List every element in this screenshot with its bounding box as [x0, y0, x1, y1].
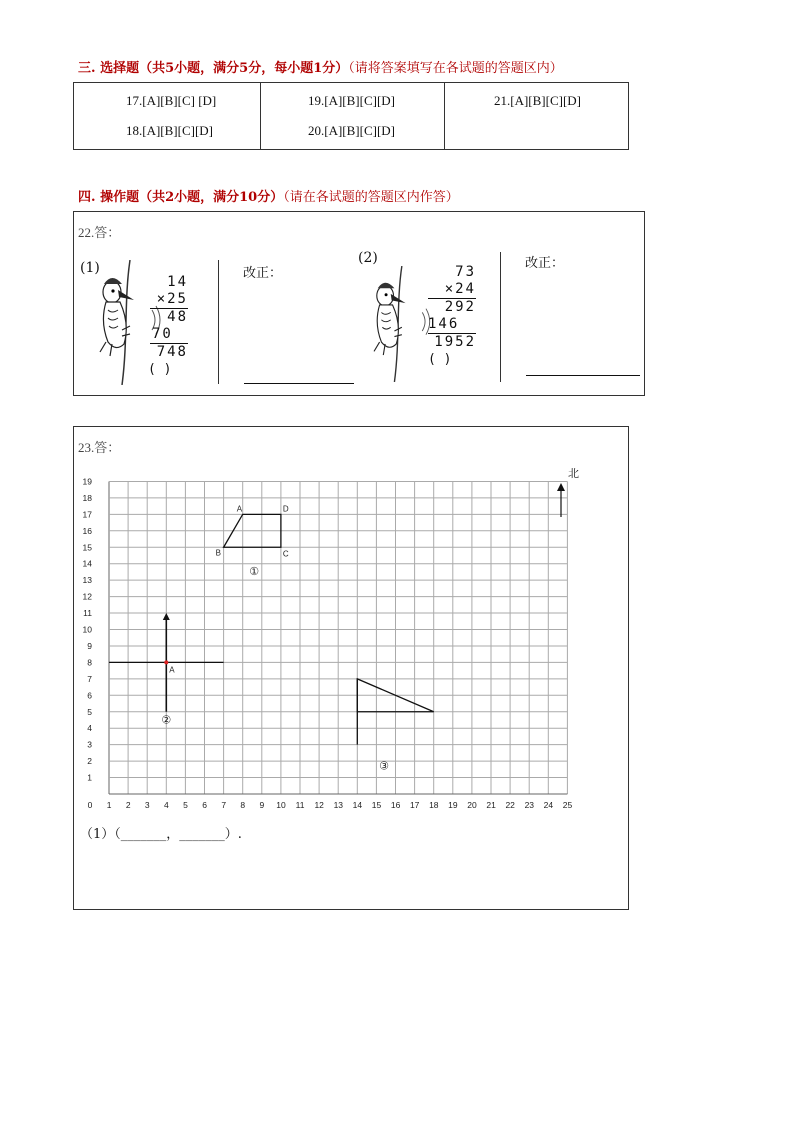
x-tick-label: 25	[562, 800, 573, 810]
y-tick-label: 1	[87, 772, 92, 783]
x-tick-label: 0	[87, 800, 93, 810]
question-23-label: 23.答：	[78, 440, 121, 455]
y-tick-label: 2	[87, 756, 92, 767]
north-label: 北	[568, 467, 579, 480]
calc-row: 73	[455, 264, 476, 280]
section-score: 10	[239, 190, 258, 205]
x-tick-label: 17	[409, 800, 420, 810]
arrow-head-icon	[163, 613, 170, 620]
x-tick-label: 8	[240, 800, 246, 810]
section-note: （请在各试题的答题区内作答）	[283, 190, 459, 205]
x-tick-label: 23	[524, 800, 535, 810]
section-title-text: 小题，满分	[174, 190, 240, 205]
y-tick-label: 15	[82, 542, 92, 553]
x-tick-label: 20	[467, 800, 477, 810]
calc-row: ×24	[428, 281, 476, 299]
question-23-box	[73, 426, 629, 910]
x-tick-label: 9	[259, 800, 265, 810]
section-title-text: 分，每小题	[248, 61, 314, 76]
shape-1-label: ①	[249, 566, 260, 579]
question-22-label: 22.答：	[78, 225, 121, 240]
y-tick-label: 7	[87, 673, 92, 684]
mc-question-20[interactable]: 20.[A][B][C][D]	[308, 123, 396, 138]
question-count: 2	[165, 190, 175, 205]
section-score: 5	[239, 61, 249, 76]
point-a-marker	[164, 660, 168, 664]
judge-paren-2[interactable]: ( )	[428, 352, 452, 367]
section-title-text: 分）	[257, 190, 284, 205]
grid-lines	[109, 481, 567, 794]
mc-column-3	[444, 83, 628, 149]
x-tick-label: 19	[448, 800, 458, 810]
each-score: 1	[313, 61, 323, 76]
x-tick-label: 6	[202, 800, 207, 810]
mc-column-2	[260, 83, 445, 149]
correction-label-1: 改正：	[243, 266, 283, 281]
y-tick-label: 10	[82, 624, 92, 635]
x-tick-label: 1	[106, 800, 112, 810]
calc-row: ×25	[150, 291, 188, 309]
shape-3-label: ③	[379, 760, 389, 773]
correction-line-2[interactable]	[526, 375, 640, 376]
calc-row: 14	[167, 274, 188, 290]
x-tick-label: 7	[221, 800, 227, 810]
y-tick-label: 14	[82, 558, 92, 569]
x-axis-ticks	[88, 800, 573, 810]
y-tick-label: 11	[83, 608, 92, 619]
x-tick-label: 22	[505, 800, 515, 810]
section-title-text: 分）	[322, 61, 349, 76]
vertex-label: D	[282, 504, 289, 514]
coordinate-grid	[74, 427, 628, 827]
point-a-label: A	[169, 665, 175, 675]
section-title-text: 操作题（共	[100, 190, 166, 205]
section-number: 三.	[78, 61, 96, 76]
calc-row: 48	[167, 309, 188, 325]
woodpecker-image-2	[368, 266, 432, 382]
section-title-text: 选择题（共	[100, 61, 166, 76]
calc-1	[150, 274, 188, 361]
calc-row: 146	[428, 316, 476, 334]
question-22-box	[73, 211, 645, 396]
y-tick-label: 16	[82, 525, 92, 536]
y-tick-label: 18	[82, 492, 92, 503]
x-tick-label: 14	[352, 800, 363, 810]
section-note: （请将答案填写在各试题的答题区内）	[348, 61, 563, 76]
mc-question-19[interactable]: 19.[A][B][C][D]	[308, 93, 396, 108]
x-tick-label: 13	[333, 800, 344, 810]
x-tick-label: 2	[125, 800, 131, 810]
y-tick-label: 19	[82, 476, 92, 487]
mc-question-18[interactable]: 18.[A][B][C][D]	[126, 123, 214, 138]
y-tick-label: 6	[87, 690, 92, 701]
y-tick-label: 13	[82, 575, 92, 586]
x-tick-label: 10	[276, 800, 286, 810]
shapes	[109, 504, 434, 772]
x-tick-label: 24	[543, 800, 554, 810]
y-tick-label: 12	[82, 591, 92, 602]
calc-row: 292	[444, 299, 476, 315]
correction-line-1[interactable]	[244, 383, 354, 384]
y-tick-label: 4	[87, 723, 92, 734]
vertex-label: B	[215, 548, 221, 558]
mc-question-17[interactable]: 17.[A][B][C] [D]	[126, 93, 217, 108]
divider	[218, 260, 219, 384]
section-4-title	[78, 186, 459, 205]
y-tick-label: 17	[82, 509, 92, 520]
x-tick-label: 12	[314, 800, 324, 810]
part-1-tag: (1)	[80, 260, 100, 276]
x-tick-label: 15	[371, 800, 382, 810]
divider	[500, 252, 501, 382]
answer-line-1[interactable]: （1）（_______，_______）.	[80, 827, 242, 842]
x-tick-label: 5	[183, 800, 188, 810]
x-tick-label: 16	[390, 800, 401, 810]
x-tick-label: 4	[164, 800, 169, 810]
calc-2	[428, 264, 476, 351]
question-count: 5	[165, 61, 175, 76]
vertex-label: C	[282, 549, 289, 559]
calc-row: 70	[150, 326, 188, 344]
y-tick-label: 3	[87, 739, 92, 750]
section-3-title	[78, 57, 563, 76]
x-tick-label: 11	[295, 800, 305, 810]
mc-question-21[interactable]: 21.[A][B][C][D]	[494, 93, 582, 108]
section-number: 四.	[78, 190, 96, 205]
x-tick-label: 21	[486, 800, 496, 810]
north-arrow-icon	[556, 483, 566, 517]
x-tick-label: 3	[144, 800, 150, 810]
section-title-text: 小题，满分	[174, 61, 240, 76]
y-tick-label: 8	[87, 657, 92, 668]
y-axis-ticks	[83, 476, 93, 782]
mc-column-1	[74, 83, 261, 149]
x-tick-label: 18	[429, 800, 439, 810]
shape-2-label: ②	[161, 714, 172, 727]
judge-paren-1[interactable]: ( )	[148, 362, 172, 377]
calc-row: 1952	[434, 334, 476, 350]
y-tick-label: 9	[87, 640, 92, 651]
vertex-label: A	[236, 504, 243, 514]
correction-label-2: 改正：	[525, 256, 565, 271]
y-tick-label: 5	[87, 706, 92, 717]
multiple-choice-answer-box	[73, 82, 629, 150]
calc-row: 748	[156, 344, 188, 360]
part-2-tag: (2)	[358, 250, 378, 266]
